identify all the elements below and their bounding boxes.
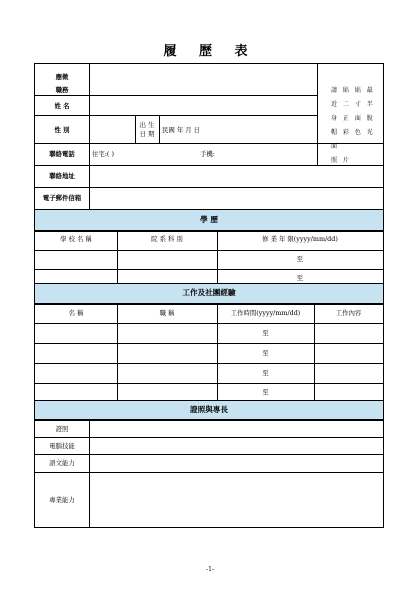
phone-label: 聯絡電話: [49, 150, 75, 158]
email-label: 電子郵件信箱: [42, 194, 82, 202]
exp-row-2-period: 至: [262, 349, 269, 357]
gender-label: 性 別: [54, 126, 70, 134]
exp-row-3-period: 至: [262, 369, 269, 377]
edu-col-dept: 院 系 科 別: [151, 235, 183, 243]
education-section-title: 學 歷: [200, 215, 218, 224]
exp-row-1-period: 至: [262, 329, 269, 337]
birth-label: 出 生 日 期: [139, 121, 155, 138]
edu-row-2-period: 至: [296, 274, 304, 282]
edu-col-school: 學 校 名 稱: [60, 235, 92, 243]
resume-form: [34, 63, 384, 528]
phone-home-field: 住宅:( ): [92, 150, 114, 158]
phone-mobile-field: 手機:: [200, 150, 215, 158]
position-label: 應徵 職務: [55, 73, 69, 94]
edu-col-period: 修 業 年 限(yyyy/mm/dd): [262, 235, 338, 243]
exp-col-period: 工作時間(yyyy/mm/dd): [230, 309, 301, 317]
page-title: 履 歷 表: [163, 44, 257, 59]
exp-col-content: 工作內容: [335, 309, 362, 317]
skills-label-professional: 專業能力: [49, 496, 75, 504]
exp-col-title: 職 稱: [159, 309, 175, 317]
skills-label-computer: 電腦技能: [49, 442, 75, 450]
skills-label-license: 證照: [55, 425, 69, 433]
page-number: -1-: [206, 566, 214, 573]
address-label: 聯絡地址: [49, 172, 75, 180]
edu-row-1-period: 至: [296, 255, 304, 263]
name-label: 姓 名: [54, 102, 70, 110]
photo-instruction: 請 貼 貼 最 近 二 寸 半 身 正 面 脫 帽 彩 色 光 面 照 片: [331, 87, 375, 164]
exp-col-name: 名 稱: [68, 309, 84, 317]
experience-section-title: 工作及社團經驗: [182, 288, 236, 297]
birth-value: 民國 年 月 日: [162, 126, 201, 134]
skills-label-language: 語文能力: [49, 459, 75, 467]
skills-section-title: 證照與專長: [190, 405, 228, 414]
exp-row-4-period: 至: [262, 388, 269, 396]
